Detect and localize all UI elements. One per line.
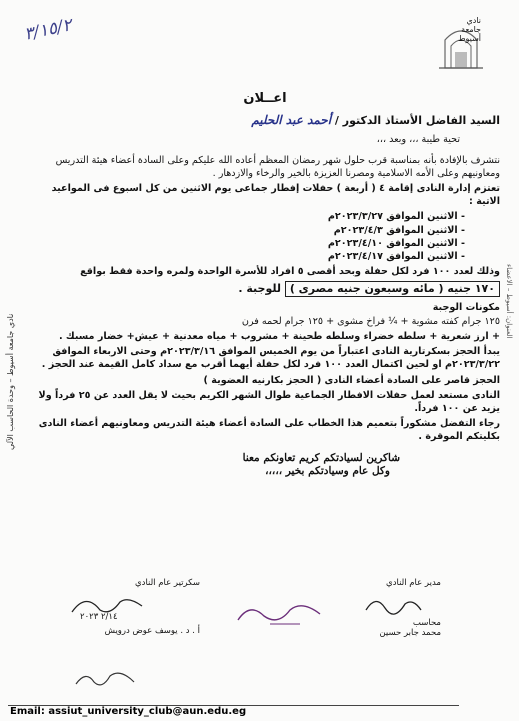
dates-list	[30, 210, 500, 263]
thanks-line-1: شاكرين لسيادتكم كريم تعاونكم معنا	[242, 451, 400, 464]
logo-line: أسيوط	[458, 34, 481, 43]
price-words: ( مائه وسبعون جنيه مصرى )	[289, 282, 444, 296]
secretary-title: سكرتير عام النادي	[135, 578, 200, 588]
side-vertical-right: العنوان: أسيوط – الاعضاء	[505, 264, 513, 339]
addressee-line	[30, 114, 500, 127]
accountant-name: محمد جابر حسين	[379, 628, 441, 638]
accountant-label: محاسب	[412, 618, 441, 628]
secretary-name: أ . د . يوسف عوض درويش	[104, 626, 200, 636]
members-only-note: الحجز قاصر على السادة أعضاء النادى ( الحجز بكارنيه العضوية )	[203, 374, 500, 386]
price-amount	[285, 281, 500, 296]
price-value: ١٧٠ جنيه	[447, 282, 495, 296]
intro-paragraph: نتشرف بالإفادة بأنه بمناسبة قرب حلول شهر رمضان المعظم أعاده الله عليكم وعلى السادة أعضاء هيئة التدريس ومعاونيهم وعلى الأمه الاسلامية ومصرنا العزيزة بالخير والرخاء والازدهار .	[55, 154, 500, 179]
date-item: - الاثنين الموافق ٢٠٢٣/٤/٣م	[30, 224, 465, 237]
middle-signature-icon	[230, 598, 330, 628]
readiness-paragraph: النادى مستعد لعمل حفلات الافطار الجماعية طوال الشهر الكريم بحيث لا يقل العدد عن ٢٥ فرداً ولا يزيد عن ١٠٠ فرداً.	[38, 389, 500, 415]
handwritten-date: ٣/١٥/٢	[22, 15, 74, 45]
greeting: تحية طيبة ،،، وبعد ،،،	[376, 134, 460, 146]
secretary-signature-icon	[68, 592, 148, 618]
letter-title: اعــلان	[243, 91, 287, 106]
manager-signature-icon	[361, 592, 431, 618]
price-line	[30, 281, 500, 296]
price-suffix: للوجبة .	[238, 282, 281, 296]
logo-line: جامعة	[461, 25, 481, 34]
handwritten-note-icon	[72, 664, 142, 694]
manager-signature-block	[321, 578, 441, 638]
count-note: وذلك لعدد ١٠٠ فرد لكل حفلة وبحد أقصى ٥ افراد للأسرة الواحدة ولمره واحدة فقط بواقع	[80, 266, 500, 278]
secretary-signature-block	[80, 578, 200, 636]
request-paragraph: رجاء التفضل مشكوراً بتعميم هذا الخطاب على السادة أعضاء هيئة التدريس ومعاونيهم أعضاء النادى بكليتكم الموقرة .	[38, 418, 500, 443]
date-item: - الاثنين الموافق ٢٠٢٣/٣/٢٧م	[30, 210, 465, 223]
manager-title: مدير عام النادي	[386, 578, 441, 588]
logo-caption	[441, 16, 481, 43]
meal-line-1: ١٢٥ جرام كفته مشوية + ¼ فراخ مشوى + ١٢٥ جرام لحمه فرن	[241, 315, 500, 327]
footer-email: Email: assiut_university_club@aun.edu.eg	[10, 706, 247, 717]
addressee-label: السيد الفاضل الأستاذ الدكتور /	[334, 114, 500, 128]
date-item: - الاثنين الموافق ٢٠٢٣/٤/١٧م	[30, 250, 465, 263]
side-vertical-left: نادي جامعة أسيوط – وحدة الحاسب الآلي	[6, 313, 15, 450]
thanks-line-2: وكل عام وسيادتكم بخير ،،،،،	[265, 464, 390, 477]
handwritten-addressee-name: أحمد عبد الحليم	[251, 113, 332, 128]
booking-paragraph: يبدأ الحجز بسكرتارية النادى اعتباراً من يوم الخميس الموافق ٢٠٢٣/٣/١٦م وحتى الاربعاء الموافق ٢٠٢٣/٣/٢٢م او لحين اكتمال العدد ١٠٠ فرد لكل حفلة أيهما أقرب مع سداد كامل القيمة عند الحجز .	[41, 346, 500, 371]
logo-line: نادي	[466, 16, 481, 25]
intention-paragraph: تعتزم إدارة النادى إقامة ٤ ( أربعة ) حفلات إفطار جماعى يوم الاثنين من كل اسبوع فى المواعيد الاتية :	[51, 183, 500, 208]
secretary-date: ٢/١٤ ٢٠٢٣	[80, 612, 118, 622]
letter-body	[30, 92, 500, 478]
date-item: - الاثنين الموافق ٢٠٢٣/٤/١٠م	[30, 237, 465, 250]
meal-heading: مكونات الوجبة	[432, 301, 500, 313]
meal-line-2: + ارز شعرية + سلطه خضراء وسلطه طحينة + مشروب + مياه معدنية + عيش+ خضار مسبك .	[58, 331, 500, 343]
